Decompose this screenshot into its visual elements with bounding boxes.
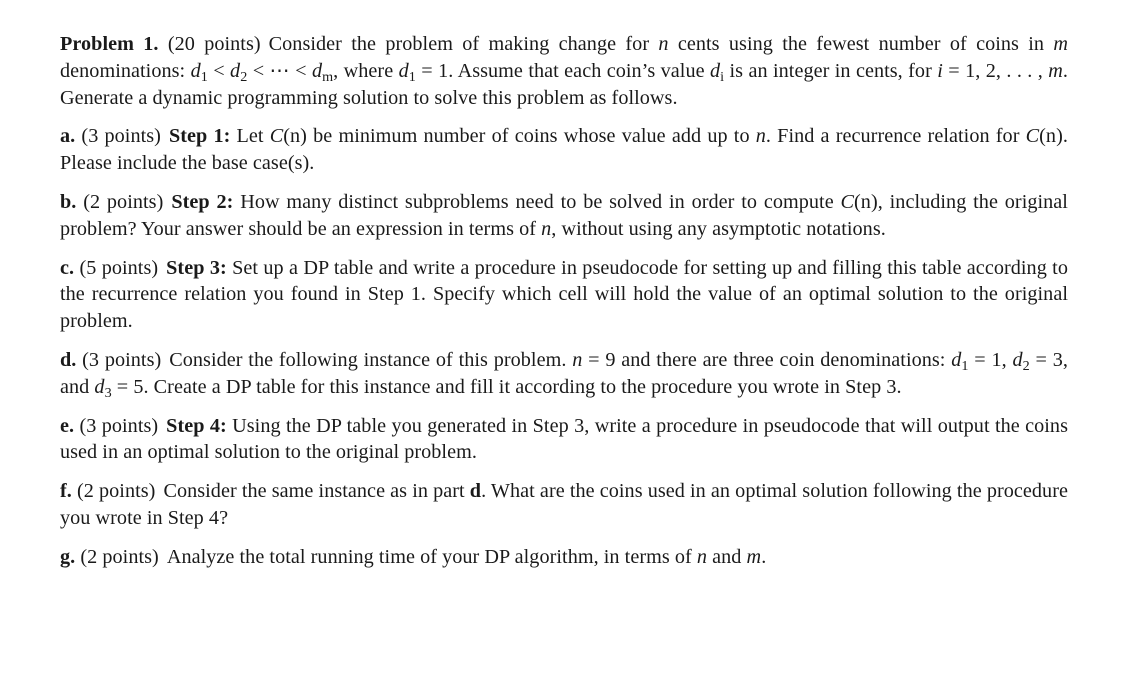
math-m: m — [1048, 59, 1063, 82]
part-letter: g. — [60, 545, 76, 568]
problem-points: (20 points) — [167, 33, 261, 55]
math-m: m — [1053, 33, 1068, 55]
part-f: f. (2 points) Consider the same instance as in part d. What are the coins used in an optimal solution following the procedure you wrote in Step 4? — [60, 480, 1068, 529]
math-i: i — [937, 59, 943, 82]
part-points: (2 points) — [83, 190, 164, 213]
part-letter: b. — [60, 190, 77, 213]
part-points: (3 points) — [81, 125, 161, 148]
step-label: Step 4: — [166, 414, 227, 437]
part-letter: e. — [60, 414, 75, 437]
part-points: (3 points) — [79, 414, 159, 437]
part-b: b. (2 points) Step 2: How many distinct subproblems need to be solved in order to compute C(n), including the original problem? Your answer should be an expression in terms of n, without using any asymptotic notations. — [60, 190, 1068, 240]
part-letter: f. — [60, 480, 72, 503]
part-d: d. (3 points) Consider the following instance of this problem. n = 9 and there are three coin denominations: $d_1 = 1$, $d_2 = 3$, and $d_3 = 5$. Create a DP table for this instance and fill it according to the procedure you wrote in Step 3. — [60, 348, 1068, 401]
part-reference: d — [469, 480, 482, 503]
part-letter: a. — [60, 125, 76, 148]
step-label: Step 2: — [171, 190, 234, 213]
problem-statement: Problem 1. (20 points) Consider the problem of making change for n cents using the fewest number of coins in m denominations: $d_1 < d_2$ < ⋯ < $d_m$, where $d_1 = 1$. Assume that each coin’s value $d_i$ is an integer in cents, for i = 1, 2, . . . , m. Generate a dynamic programming solution to solve this problem as follows. — [60, 33, 1069, 109]
part-c: c. (5 points) Step 3: Set up a DP table and write a procedure in pseudocode for setting up and filling this table according to the recurrence relation you found in Step 1. Specify which cell will hold the value of an optimal solution to the original problem. — [60, 256, 1068, 333]
part-letter: c. — [60, 256, 75, 279]
math-inequality: $d_1 < d_2$ < ⋯ < $d_m$ — [190, 59, 334, 85]
part-a: a. (3 points) Step 1: Let C(n) be minimum number of coins whose value add up to n. Find a recurrence relation for C(n). Please include the base case(s). — [60, 125, 1068, 175]
step-label: Step 1: — [168, 125, 231, 148]
part-points: (3 points) — [82, 348, 162, 371]
math-d1-equals-1: $d_1 = 1$. — [398, 59, 454, 85]
part-letter: d. — [60, 348, 77, 371]
math-di: $d_i$ — [709, 59, 725, 85]
part-points: (5 points) — [79, 256, 159, 279]
part-g: g. (2 points) Analyze the total running time of your DP algorithm, in terms of n and m. — [60, 545, 767, 568]
step-label: Step 3: — [166, 256, 227, 279]
problem-document — [60, 31, 1068, 583]
part-points: (2 points) — [76, 480, 156, 503]
part-points: (2 points) — [80, 545, 159, 568]
part-e: e. (3 points) Step 4: Using the DP table you generated in Step 3, write a procedure in pseudocode that will output the coins used in an optimal solution to the original problem. — [60, 414, 1068, 464]
math-n: n — [658, 33, 669, 55]
problem-label: Problem 1. — [60, 33, 159, 55]
